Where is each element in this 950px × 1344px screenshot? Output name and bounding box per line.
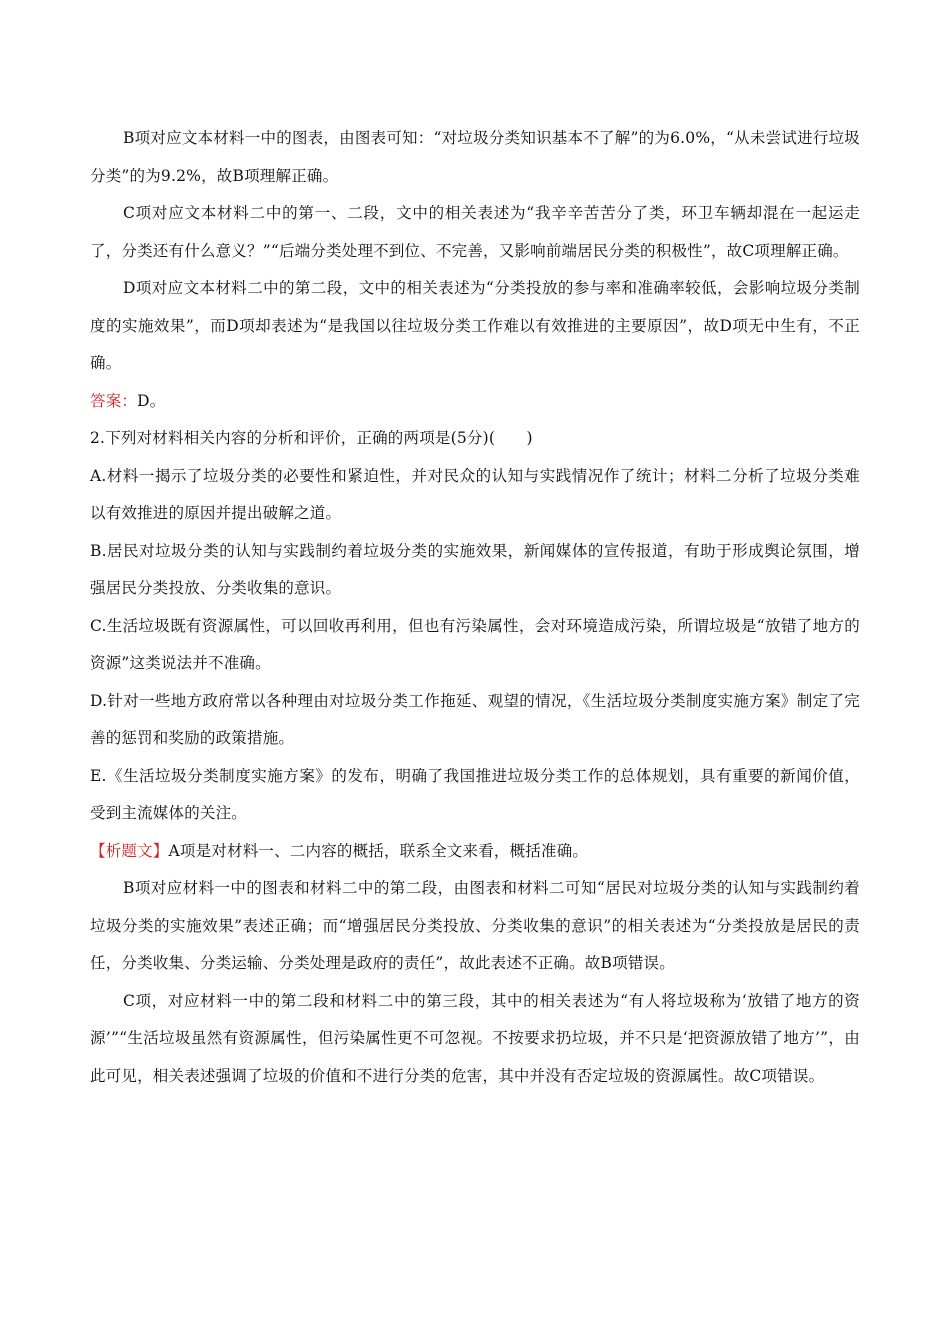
analysis2-a-text: A项是对材料一、二内容的概括，联系全文来看，概括准确。 — [168, 841, 589, 860]
analysis-b-paragraph: B项对应文本材料一中的图表，由图表可知：“对垃圾分类知识基本不了解”的为6.0%，“从未尝试进行垃圾分类”的为9.2%，故B项理解正确。 — [90, 129, 860, 185]
analysis2-c-paragraph: C项，对应材料一中的第二段和材料二中的第三段，其中的相关表述为“有人将垃圾称为‘放错了地方的资源’”“生活垃圾虽然有资源属性，但污染属性更不可忽视。不按要求扔垃圾，并不只是‘把资源放错了地方’”，由此可见，相关表述强调了垃圾的价值和不进行分类的危害，其中并没有否定垃圾的资源属性。故C项错误。 — [90, 991, 860, 1085]
option-e: E.《生活垃圾分类制度实施方案》的发布，明确了我国推进垃圾分类工作的总体规划，具有重要的新闻价值，受到主流媒体的关注。 — [90, 766, 860, 822]
analysis-label: 【析题文】 — [90, 841, 169, 860]
analysis2-b-paragraph: B项对应材料一中的图表和材料二中的第二段，由图表和材料二可知“居民对垃圾分类的认知与实践制约着垃圾分类的实施效果”表述正确；而“增强居民分类投放、分类收集的意识”的相关表述为“分类投放是居民的责任，分类收集、分类运输、分类处理是政府的责任”，故此表述不正确。故B项错误。 — [90, 879, 860, 972]
analysis-c-paragraph: C项对应文本材料二中的第一、二段，文中的相关表述为“我辛辛苦苦分了类，环卫车辆却混在一起运走了，分类还有什么意义？”“后端分类处理不到位、不完善，又影响前端居民分类的积极性”，故C项理解正确。 — [90, 204, 860, 260]
answer-value: D。 — [137, 391, 166, 410]
question-stem: 2.下列对材料相关内容的分析和评价，正确的两项是(5分)( ) — [90, 429, 533, 447]
option-c: C.生活垃圾既有资源属性，可以回收再利用，但也有污染属性，会对环境造成污染，所谓垃圾是“放错了地方的资源”这类说法并不准确。 — [90, 616, 860, 672]
option-b: B.居民对垃圾分类的认知与实践制约着垃圾分类的实施效果，新闻媒体的宣传报道，有助于形成舆论氛围，增强居民分类投放、分类收集的意识。 — [90, 541, 860, 597]
document-page — [90, 120, 860, 1095]
option-a: A.材料一揭示了垃圾分类的必要性和紧迫性，并对民众的认知与实践情况作了统计；材料二分析了垃圾分类难以有效推进的原因并提出破解之道。 — [90, 466, 860, 522]
analysis2-a-line — [90, 833, 860, 871]
answer-label: 答案： — [90, 391, 138, 410]
answer-line — [90, 383, 860, 421]
option-d: D.针对一些地方政府常以各种理由对垃圾分类工作拖延、观望的情况，《生活垃圾分类制度实施方案》制定了完善的惩罚和奖励的政策措施。 — [90, 691, 860, 747]
analysis-d-paragraph: D项对应文本材料二中的第二段，文中的相关表述为“分类投放的参与率和准确率较低，会影响垃圾分类制度的实施效果”，而D项却表述为“是我国以往垃圾分类工作难以有效推进的主要原因”，故D项无中生有，不正确。 — [90, 279, 860, 372]
